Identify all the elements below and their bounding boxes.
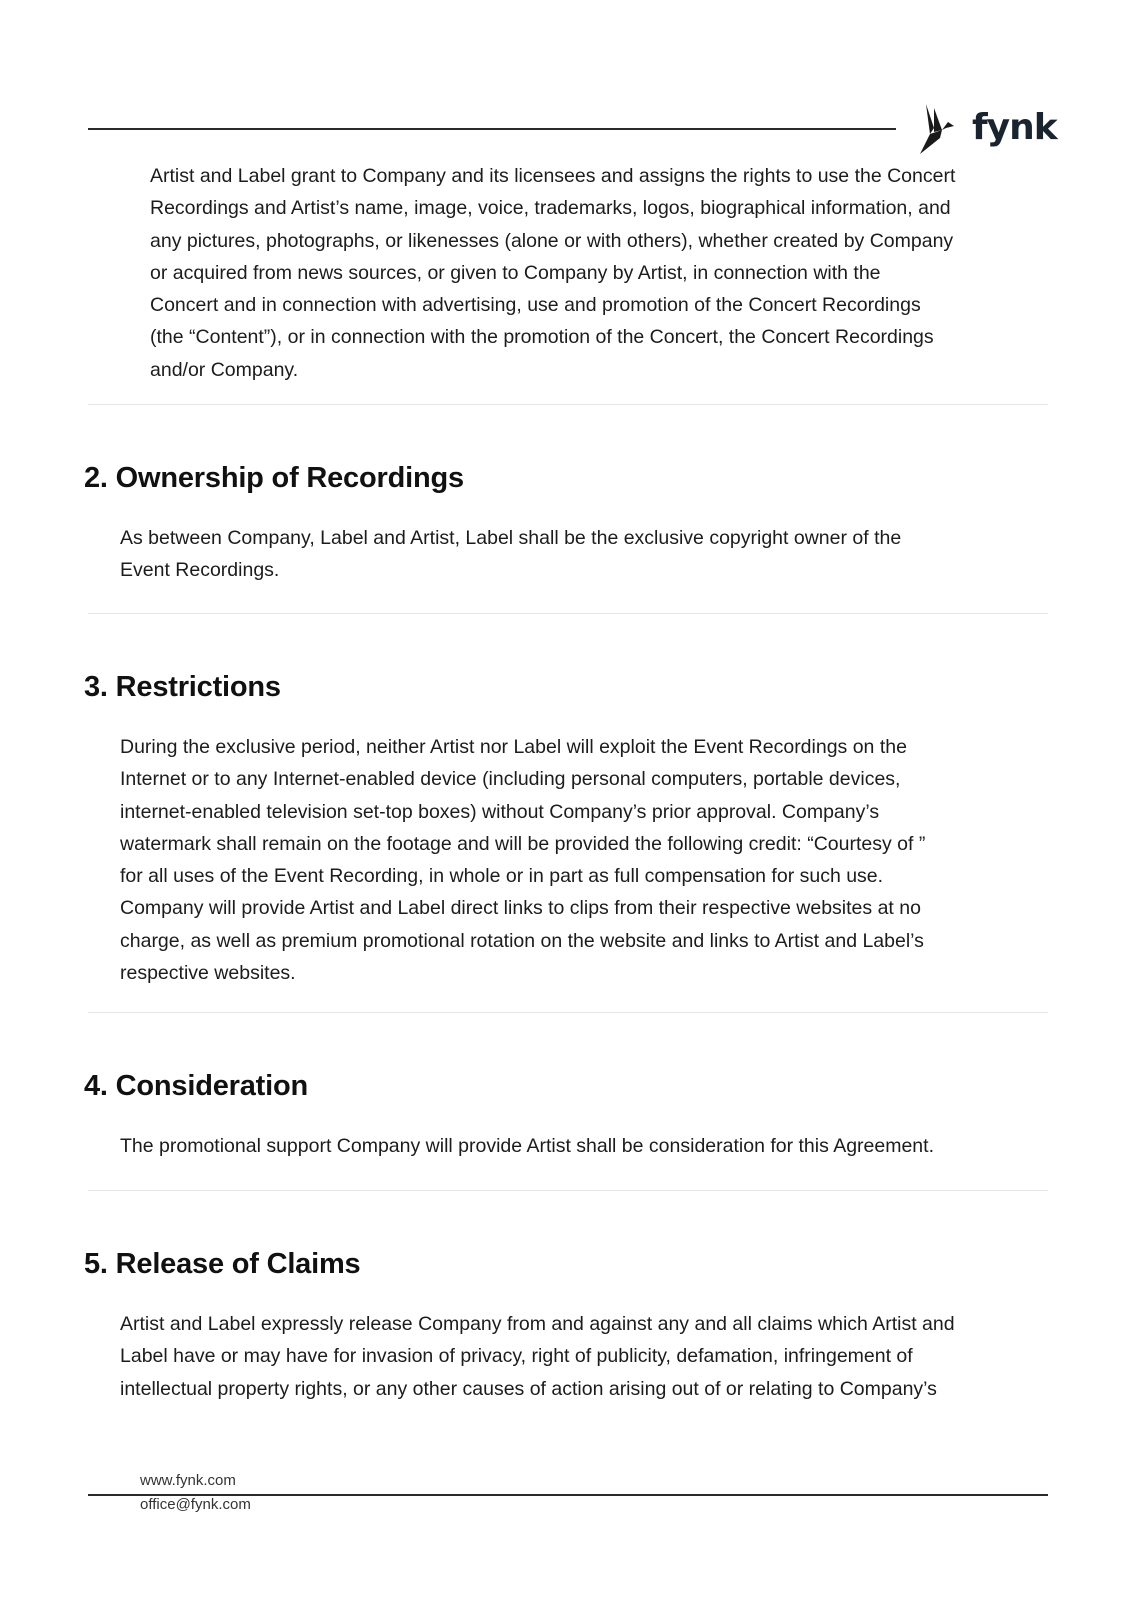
header-rule xyxy=(88,128,896,130)
text-line: for all uses of the Event Recording, in whole or in part as full compensation for such use. xyxy=(120,865,884,888)
text-line: Event Recordings. xyxy=(120,559,280,582)
text-line: Internet or to any Internet-enabled device (including personal computers, portable devices, xyxy=(120,768,901,791)
text-line: any pictures, photographs, or likenesses (alone or with others), whether created by Company xyxy=(150,229,954,252)
footer-website-link[interactable]: www.fynk.com xyxy=(140,1472,236,1489)
section-heading: 3. Restrictions xyxy=(84,671,281,703)
section-divider xyxy=(88,404,1048,405)
section-heading: 5. Release of Claims xyxy=(84,1248,361,1280)
text-line: Company will provide Artist and Label direct links to clips from their respective websites at no xyxy=(120,897,921,920)
footer-email-link[interactable]: office@fynk.com xyxy=(140,1496,251,1513)
section-divider xyxy=(88,1012,1048,1013)
text-line: Recordings and Artist’s name, image, voice, trademarks, logos, biographical information, and xyxy=(150,197,951,220)
section-body xyxy=(120,1130,1050,1162)
text-line: During the exclusive period, neither Artist nor Label will exploit the Event Recordings on the xyxy=(120,736,907,758)
section-divider xyxy=(88,1190,1048,1191)
fynk-logo xyxy=(920,104,1057,156)
text-line: and/or Company. xyxy=(150,358,299,381)
section-heading: 4. Consideration xyxy=(84,1070,308,1102)
text-line: Label have or may have for invasion of privacy, right of publicity, defamation, infringement of xyxy=(120,1345,913,1368)
logo-text: fynk xyxy=(972,106,1057,148)
text-line: As between Company, Label and Artist, Label shall be the exclusive copyright owner of the xyxy=(120,527,902,549)
section-heading: 2. Ownership of Recordings xyxy=(84,462,464,494)
text-line: intellectual property rights, or any other causes of action arising out of or relating to Company’s xyxy=(120,1377,937,1400)
text-line: or acquired from news sources, or given to Company by Artist, in connection with the xyxy=(150,261,881,284)
text-line: internet-enabled television set-top boxes) without Company’s prior approval. Company’s xyxy=(120,800,880,823)
text-line: Artist and Label grant to Company and its licensees and assigns the rights to use the Concert xyxy=(150,165,956,187)
text-line: Artist and Label expressly release Company from and against any and all claims which Artist and xyxy=(120,1313,955,1335)
section-body xyxy=(120,522,1050,587)
text-line: (the “Content”), or in connection with the promotion of the Concert, the Concert Recordings xyxy=(150,326,934,349)
intro-paragraph xyxy=(150,160,1050,386)
bird-icon xyxy=(920,104,968,156)
text-line: Concert and in connection with advertising, use and promotion of the Concert Recordings xyxy=(150,294,921,317)
text-line: charge, as well as premium promotional rotation on the website and links to Artist and Label’s xyxy=(120,929,924,952)
section-body xyxy=(120,1308,1050,1405)
text-line: watermark shall remain on the footage and will be provided the following credit: “Courtesy of ” xyxy=(120,832,926,855)
section-body xyxy=(120,731,1050,989)
text-line: The promotional support Company will provide Artist shall be consideration for this Agreement. xyxy=(120,1135,934,1157)
section-divider xyxy=(88,613,1048,614)
text-line: respective websites. xyxy=(120,962,296,985)
